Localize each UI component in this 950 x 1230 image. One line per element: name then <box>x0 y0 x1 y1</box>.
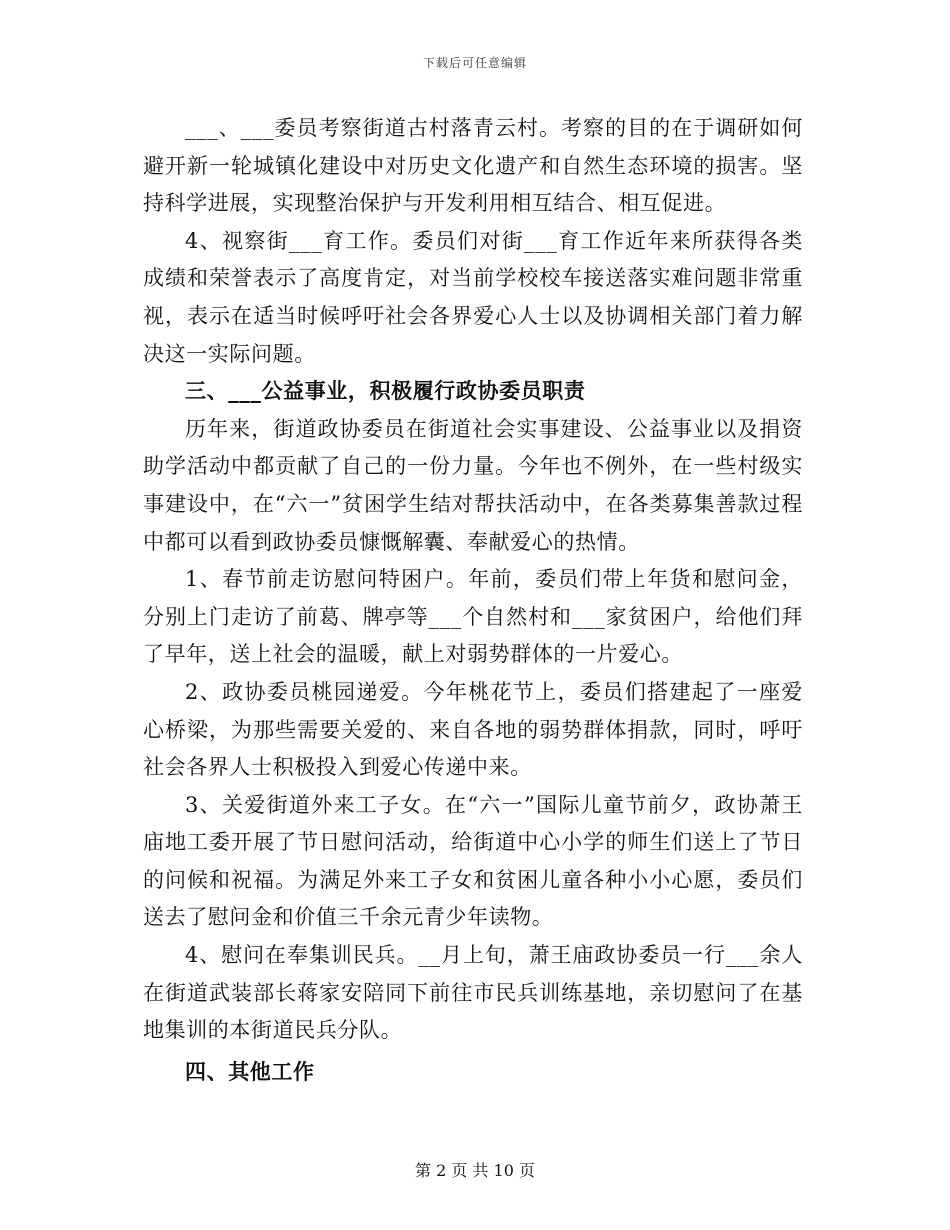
page-footer: 第 2 页 共 10 页 <box>415 1161 535 1180</box>
paragraph-public-welfare-intro: 历年来，街道政协委员在街道社会实事建设、公益事业以及捐资助学活动中都贡献了自己的一份力量。今年也不例外，在一些村级实事建设中，在“六一”贫困学生结对帮扶活动中，在各类募集善款过程中都可以看到政协委员慷慨解囊、奉献爱心的热情。 <box>143 416 803 554</box>
section-heading-public-welfare: 三、___公益事业，积极履行政协委员职责 <box>185 379 586 404</box>
paragraph-spring-festival-visit: 1、春节前走访慰问特困户。年前，委员们带上年货和慰问金，分别上门走访了前葛、牌亭等___个自然村和___家贫困户，给他们拜了早年，送上社会的温暖，献上对弱势群体的一片爱心。 <box>143 567 803 667</box>
paragraph-qingyun-village: ___、___委员考察街道古村落青云村。考察的目的在于调研如何避开新一轮城镇化建设中对历史文化遗产和自然生态环境的损害。坚持科学进展，实现整治保护与开发利用相互结合、相互促进。 <box>143 116 803 216</box>
page-header: 下载后可任意编辑 <box>422 56 527 70</box>
paragraph-peach-garden: 2、政协委员桃园递爱。今年桃花节上，委员们搭建起了一座爱心桥梁，为那些需要关爱的、来自各地的弱势群体捐款，同时，呼吁社会各界人士积极投入到爱心传递中来。 <box>143 679 803 780</box>
paragraph-migrant-children: 3、关爱街道外来工子女。在“六一”国际儿童节前夕，政协萧王庙地工委开展了节日慰问活动，给街道中心小学的师生们送上了节日的问候和祝福。为满足外来工子女和贫困儿童各种小小心愿，委员们送去了慰问金和价值三千余元青少年读物。 <box>143 792 803 930</box>
paragraph-militia-visit: 4、慰问在奉集训民兵。__月上旬，萧王庙政协委员一行___余人在街道武装部长蒋家安陪同下前往市民兵训练基地，亲切慰问了在基地集训的本街道民兵分队。 <box>143 943 803 1043</box>
section-heading-other-work: 四、其他工作 <box>185 1059 315 1084</box>
document-body <box>143 110 803 1091</box>
paragraph-education-inspection: 4、视察街___育工作。委员们对街___育工作近年来所获得各类成绩和荣誉表示了高度肯定，对当前学校校车接送落实难问题非常重视，表示在适当时候呼吁社会各界爱心人士以及协调相关部门着力解决这一实际问题。 <box>143 228 803 366</box>
